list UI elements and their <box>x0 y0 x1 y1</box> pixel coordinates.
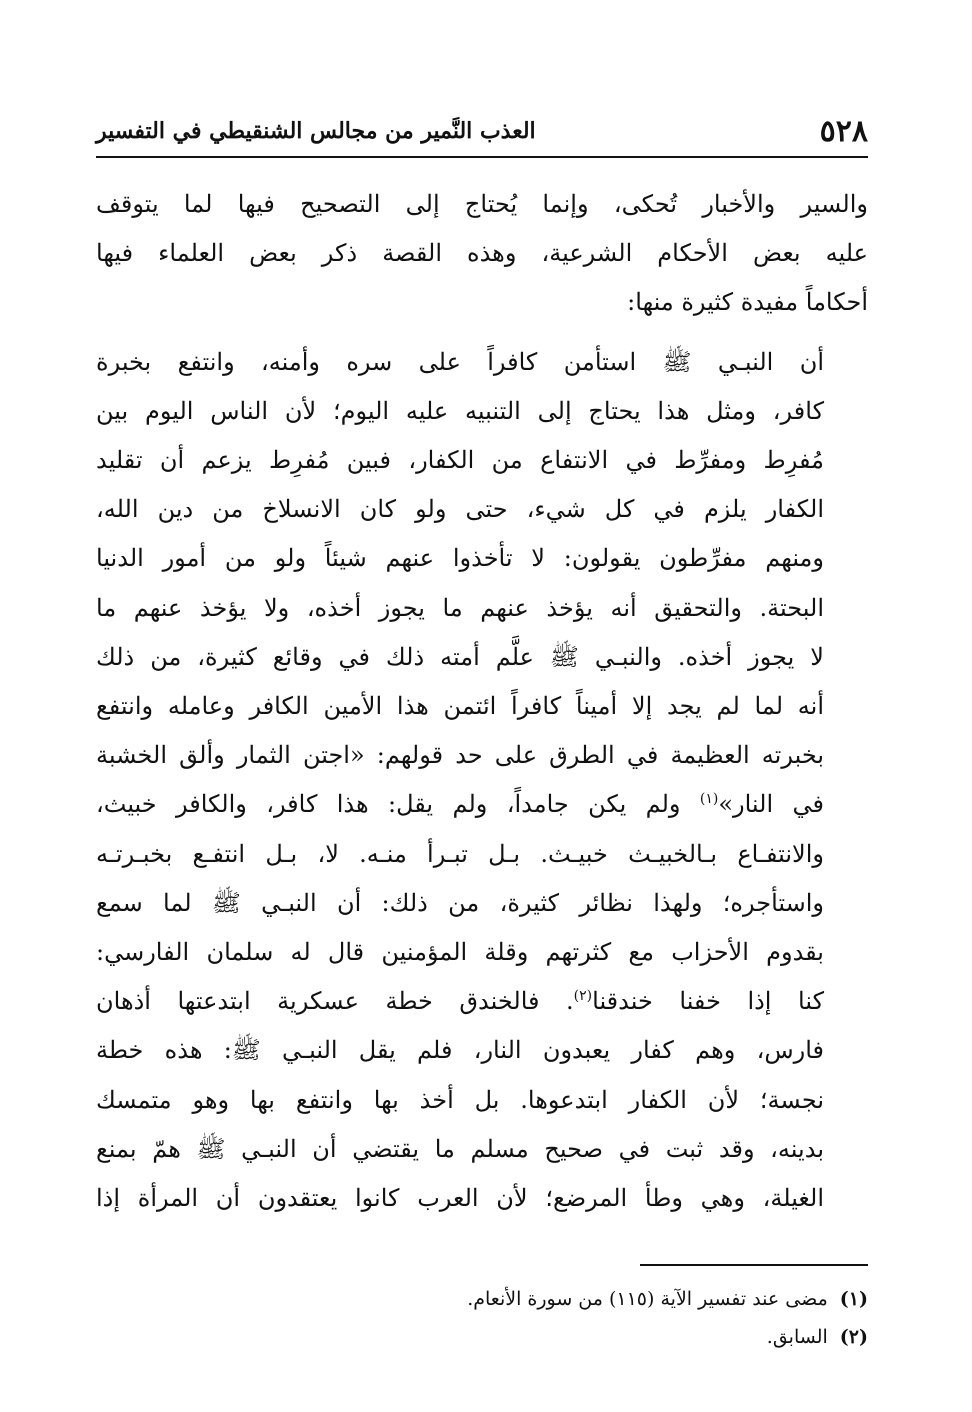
text-line: بخبرته العظيمة في الطرق على حد قولهم: «اجتن الثمار وألق الخشبة <box>96 741 824 770</box>
footnote-1 <box>96 1280 868 1318</box>
header-rule <box>96 156 868 158</box>
paragraph-1 <box>96 180 868 328</box>
text-line: كافر، ومثل هذا يحتاج إلى التنبيه عليه اليوم؛ لأن الناس اليوم بين <box>96 396 824 425</box>
text-line: فارس، وهم كفار يعبدون النار، فلم يقل النبـي ﷺ: هذه خطة <box>96 1036 824 1065</box>
footnotes <box>96 1280 868 1356</box>
footnote-number: (١) <box>839 1288 868 1310</box>
text-line: الكفار يلزم في كل شيء، حتى ولو كان الانسلاخ من دين الله، <box>96 495 824 524</box>
text-line: لا يجوز أخذه. والنبـي ﷺ علَّم أمته ذلك في وقائع كثيرة، من ذلك <box>96 642 824 671</box>
page-header <box>96 108 868 156</box>
text-line: ومنهم مفرِّطون يقولون: لا تأخذوا عنهم شيئاً ولو من أمور الدنيا <box>96 544 824 573</box>
text-line: أن النبـي ﷺ استأمن كافراً على سره وأمنه، وانتفع بخبرة <box>96 347 824 376</box>
text-line <box>96 780 868 829</box>
footnote-number: (٢) <box>839 1326 868 1348</box>
paragraph-2 <box>96 338 868 1224</box>
footnote-text: السابق. <box>766 1326 828 1348</box>
text-line <box>96 977 868 1026</box>
text-line: بدينه، وقد ثبت في صحيح مسلم ما يقتضي أن النبـي ﷺ همّ بمنع <box>96 1134 824 1163</box>
text-line: أنه لما لم يجد إلا أميناً كافراً ائتمن هذا الأمين الكافر وعامله وانتفع <box>96 692 824 721</box>
text-segment: . فالخندق خطة عسكرية ابتدعتها أذهان <box>96 987 574 1016</box>
running-title: العذب النَّمير من مجالس الشنقيطي في التفسير <box>96 118 536 144</box>
text-line: البحتة. والتحقيق أنه يؤخذ عنهم ما يجوز أخذه، ولا يؤخذ عنهم ما <box>96 593 824 622</box>
text-line: أحكاماً مفيدة كثيرة منها: <box>627 288 868 317</box>
footnote-2 <box>96 1318 868 1356</box>
page-number: ٥٢٨ <box>819 114 868 149</box>
footnote-rule <box>640 1264 868 1266</box>
footnote-text: مضى عند تفسير الآية (١١٥) من سورة الأنعام. <box>467 1288 828 1310</box>
text-segment: في النار» <box>718 790 824 819</box>
body-text <box>96 180 868 1223</box>
text-segment: ولم يكن جامداً، ولم يقل: هذا كافر، والكافر خبيث، <box>96 790 681 819</box>
text-line: والانتفـاع بـالخبيـث خبيـث. بـل تبـرأ منـه. لا، بـل انتفـع بخبـرتـه <box>96 839 824 868</box>
text-line: الغيلة، وهي وطأ المرضع؛ لأن العرب كانوا يعتقدون أن المرأة إذا <box>96 1184 824 1213</box>
text-line: والسير والأخبار تُحكى، وإنما يُحتاج إلى التصحيح فيها لما يتوقف <box>96 190 868 218</box>
footnote-marker-1[interactable]: (١) <box>699 791 719 808</box>
text-line: بقدوم الأحزاب مع كثرتهم وقلة المؤمنين قال له سلمان الفارسي: <box>96 938 824 967</box>
text-line: واستأجره؛ ولهذا نظائر كثيرة، من ذلك: أن النبـي ﷺ لما سمع <box>96 888 824 917</box>
text-line: مُفرِط ومفرِّط في الانتفاع من الكفار، فبين مُفرِط يزعم أن تقليد <box>96 446 824 475</box>
footnote-marker-2[interactable]: (٢) <box>573 988 593 1005</box>
text-line: عليه بعض الأحكام الشرعية، وهذه القصة ذكر بعض العلماء فيها <box>96 239 868 268</box>
text-line: نجسة؛ لأن الكفار ابتدعوها. بل أخذ بها وانتفع بها وهو متمسك <box>96 1085 824 1114</box>
text-segment: كنا إذا خفنا خندقنا <box>592 987 825 1016</box>
